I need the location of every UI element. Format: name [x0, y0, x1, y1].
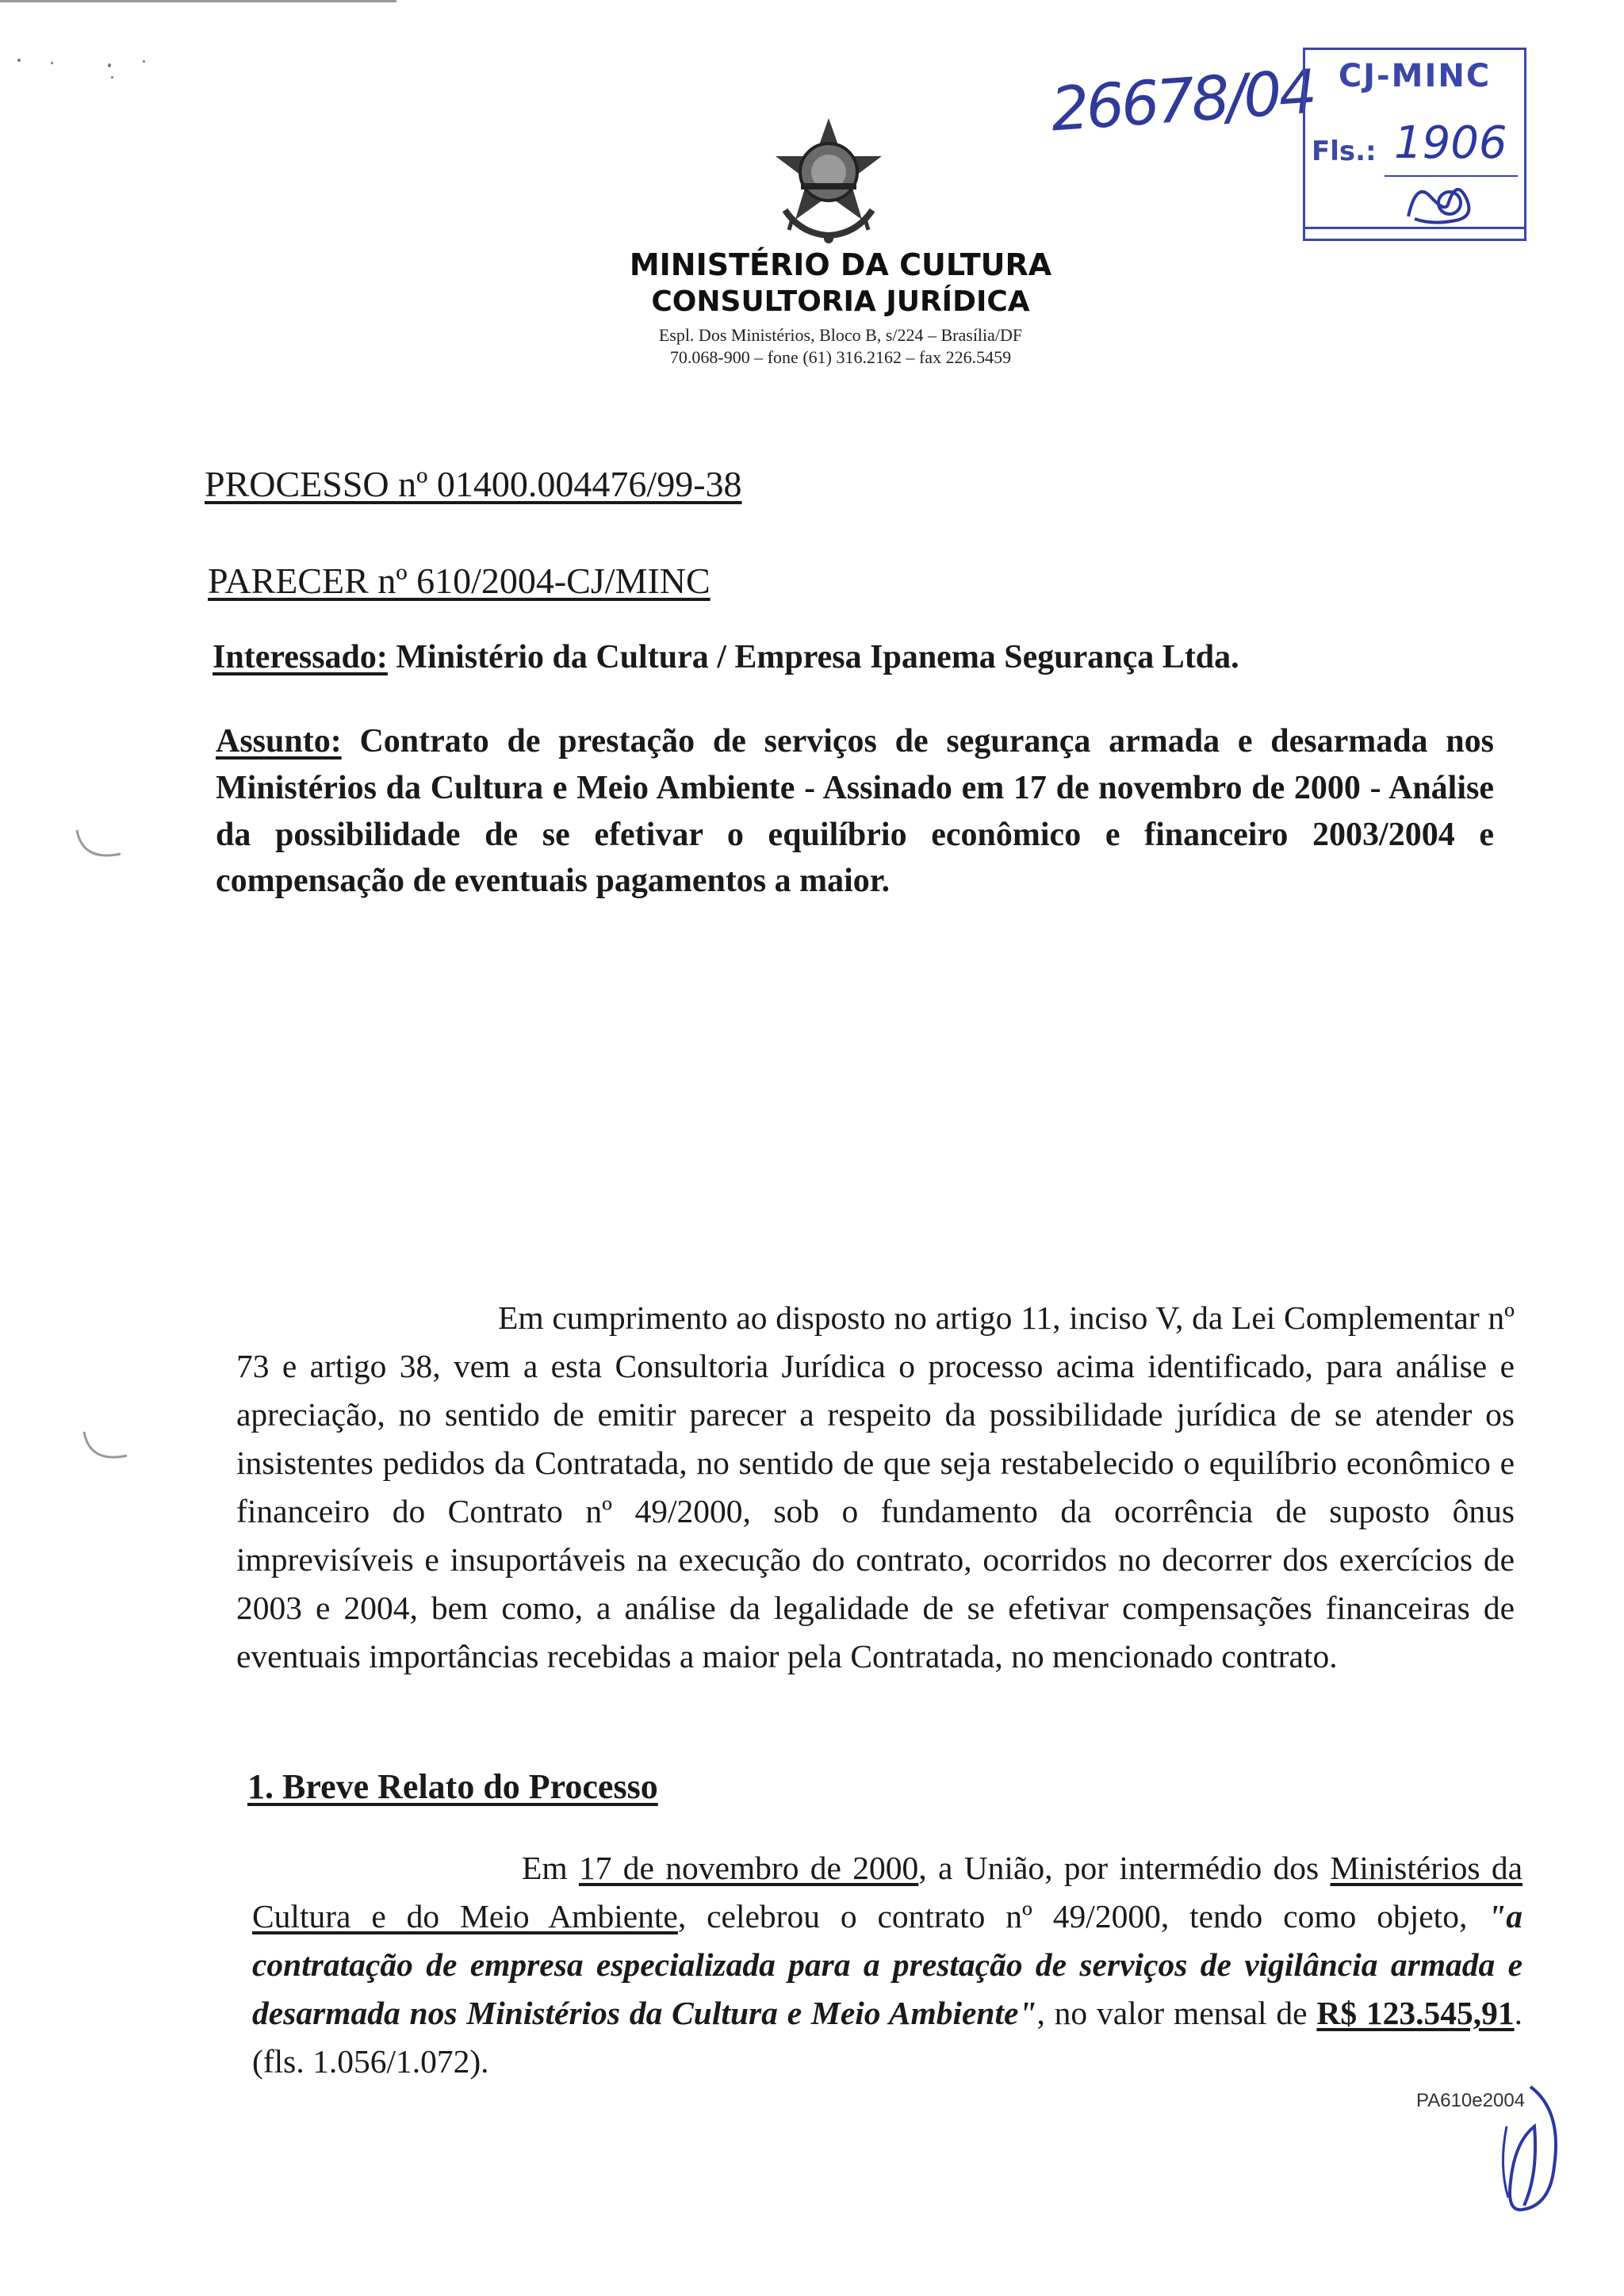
section-1-text-start: Em — [522, 1850, 579, 1886]
letterhead-address-line2: 70.068-900 – fone (61) 316.2162 – fax 226.5459 — [669, 347, 1012, 367]
process-number-heading: PROCESSO nº 01400.004476/99-38 — [205, 464, 742, 504]
contract-date: 17 de novembro de 2000 — [578, 1850, 919, 1886]
section-1-text-mid1: , a União, por intermédio dos — [918, 1850, 1331, 1886]
scan-speck — [111, 76, 113, 78]
letterhead-ministry: MINISTÉRIO DA CULTURA — [629, 247, 1052, 282]
opinion-number-heading: PARECER nº 610/2004-CJ/MINC — [208, 561, 710, 601]
section-1-paragraph — [252, 1844, 1522, 2086]
contract-monthly-value: R$ 123.545,91 — [1316, 1995, 1515, 2031]
interested-party-label: Interessado: — [213, 639, 388, 675]
scan-speck — [17, 59, 21, 62]
intro-paragraph — [236, 1294, 1515, 1681]
page-stamp — [1303, 48, 1526, 241]
subject-value: Contrato de prestação de serviços de segurança armada e desarmada nos Ministérios da Cultura e Meio Ambiente - Assinado em 17 de novembro de 2000 - Análise da possibilidade de se efetivar o equilíbrio econômico e financeiro 2003/2004 e compensação de eventuais pagamentos a maior. — [216, 723, 1495, 900]
scan-speck — [108, 63, 111, 67]
letterhead-address-line1: Espl. Dos Ministérios, Bloco B, s/224 – Brasília/DF — [658, 325, 1023, 345]
ministries: Ministérios da Cultura e do Meio Ambiente — [252, 1850, 1523, 1934]
section-1-text-end: . (fls. 1.056/1.072). — [252, 1995, 1522, 2080]
stamp-fls-label: Fls.: — [1312, 136, 1377, 167]
scan-speck — [51, 62, 53, 64]
stamp-bottom-border — [1305, 227, 1524, 229]
punch-hole-icon — [78, 1422, 133, 1470]
intro-paragraph-text: Em cumprimento ao disposto no artigo 11, inciso V, da Lei Complementar nº 73 e artigo 38, vem a esta Consultoria Jurídica o processo acima identificado, para análise e apreciação, no sentido de emitir parecer a respeito da possibilidade jurídica de se atender os insistentes pedidos da Contratada, no sentido de que seja restabelecido o equilíbrio econômico e financeiro do Contrato nº 49/2000, sob o fundamento da ocorrência de suposto ônus imprevisíveis e insuportáveis na execução do contrato, ocorridos no decorrer dos exercícios de 2003 e 2004, bem como, a análise da legalidade de se efetivar compensações financeiras de eventuais importâncias recebidas a maior pela Contratada, no mencionado contrato. — [236, 1299, 1515, 1674]
interested-party-value: Ministério da Cultura / Empresa Ipanema Segurança Ltda. — [396, 639, 1239, 675]
document-footer-code: PA610e2004 — [1416, 2090, 1526, 2111]
scan-edge-line — [0, 0, 396, 2]
stamp-title: CJ-MINC — [1338, 58, 1492, 94]
section-1-text-mid3: , no valor mensal de — [1036, 1995, 1317, 2031]
coat-of-arms-icon — [761, 115, 896, 250]
section-1-text-mid2: , celebrou o contrato nº 49/2000, tendo como objeto, — [677, 1898, 1488, 1934]
stamp-fls-value: 1906 — [1394, 117, 1507, 169]
subject — [216, 718, 1494, 905]
scan-speck — [143, 60, 145, 63]
letterhead-department: CONSULTORIA JURÍDICA — [651, 285, 1030, 318]
interested-party — [213, 634, 1497, 681]
stamp-initials-icon — [1400, 173, 1488, 232]
section-1-title: 1. Breve Relato do Processo — [247, 1767, 658, 1806]
handwritten-initial-signature-icon — [1475, 2079, 1570, 2214]
subject-label: Assunto: — [216, 723, 342, 760]
contract-object: "a contratação de empresa especializada para a prestação de serviços de vigilância armada e desarmada nos Ministérios da Cultura e Meio Ambiente" — [252, 1898, 1523, 2031]
handwritten-protocol-number: 26678/04 — [1048, 55, 1316, 145]
punch-hole-icon — [73, 818, 128, 866]
